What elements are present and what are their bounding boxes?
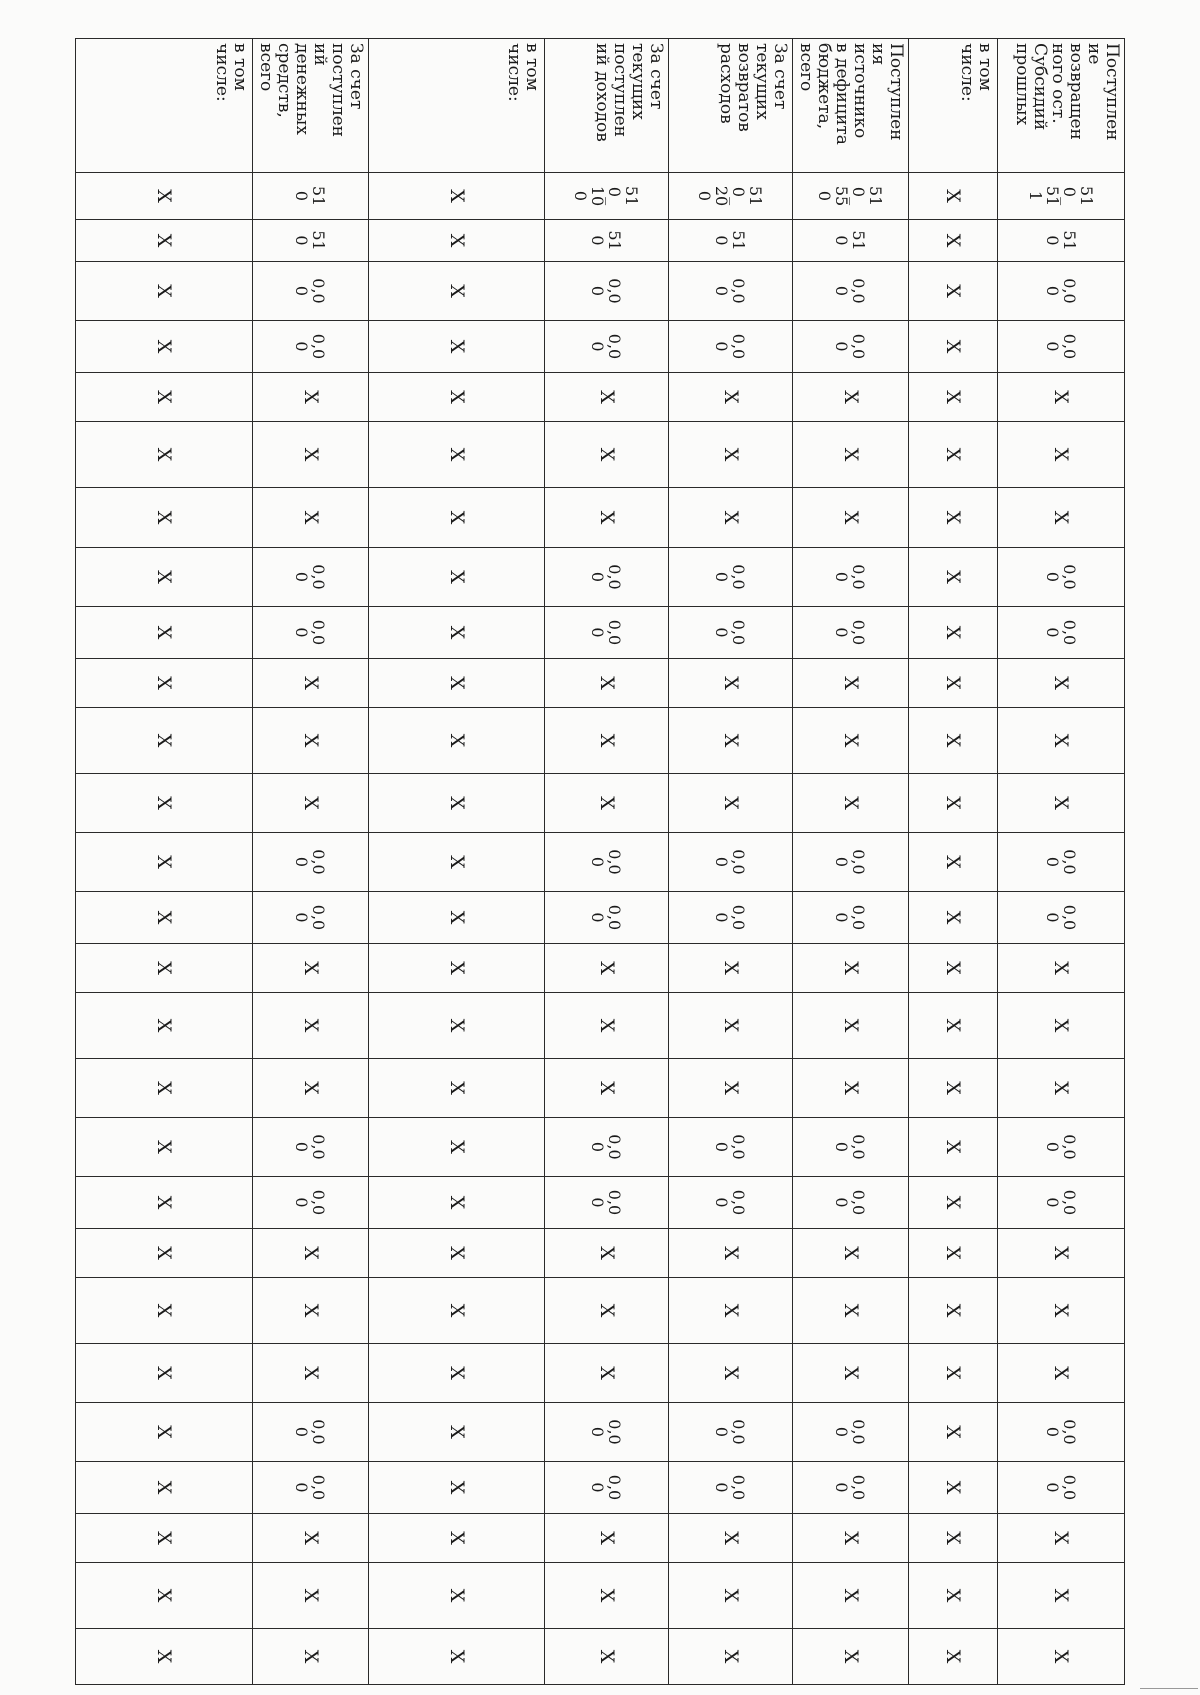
code-cell: 51 0_ 55 0 <box>792 172 908 219</box>
cross-cell: X <box>76 943 253 992</box>
value-cell: 0,0 0 <box>668 606 792 658</box>
value-cell: 0,0 0 <box>668 1176 792 1228</box>
cross-cell: X <box>997 1058 1124 1117</box>
cross-cell: X <box>252 421 368 487</box>
cross-cell: X <box>368 606 544 658</box>
cross-cell: X <box>368 219 544 261</box>
cross-cell: X <box>368 1461 544 1513</box>
value-cell: 0,0 0 <box>792 891 908 943</box>
cross-cell: X <box>368 1343 544 1402</box>
value-cell: 0,0 0 <box>997 891 1124 943</box>
cross-cell: X <box>997 1513 1124 1562</box>
cross-cell: X <box>76 1461 253 1513</box>
cross-cell: X <box>252 1562 368 1628</box>
cross-cell: X <box>368 487 544 547</box>
value-cell: 0,0 0 <box>792 1176 908 1228</box>
row-label: в том числе: <box>76 38 253 172</box>
cross-cell: X <box>908 219 997 261</box>
value-cell: 0,0 0 <box>792 261 908 320</box>
cross-cell: X <box>668 658 792 707</box>
cross-cell: X <box>76 172 253 219</box>
cross-cell: X <box>668 773 792 832</box>
cross-cell: X <box>792 943 908 992</box>
cross-cell: X <box>908 261 997 320</box>
row-label: Поступлен ия источнико в дефицита бюджета, всего <box>792 38 908 172</box>
value-cell: 0,0 0 <box>252 891 368 943</box>
cross-cell: X <box>908 707 997 773</box>
cross-cell: X <box>252 1228 368 1277</box>
cross-cell: X <box>668 1058 792 1117</box>
cross-cell: X <box>252 1343 368 1402</box>
cross-cell: X <box>368 261 544 320</box>
cross-cell: X <box>908 372 997 421</box>
cross-cell: X <box>792 658 908 707</box>
value-cell: 0,0 0 <box>668 832 792 891</box>
cross-cell: X <box>997 1628 1124 1684</box>
cross-cell: X <box>76 1058 253 1117</box>
code-cell: 51 0_ 51 1 <box>997 172 1124 219</box>
cross-cell: X <box>368 547 544 606</box>
cross-cell: X <box>544 992 668 1058</box>
cross-cell: X <box>792 1277 908 1343</box>
cross-cell: X <box>908 1461 997 1513</box>
cross-cell: X <box>908 172 997 219</box>
cross-cell: X <box>792 487 908 547</box>
value-cell: 0,0 0 <box>792 606 908 658</box>
cross-cell: X <box>368 1277 544 1343</box>
row-label: За счет текущих возвратов расходов <box>668 38 792 172</box>
cross-cell: X <box>997 421 1124 487</box>
value-cell: 0,0 0 <box>252 606 368 658</box>
value-cell: 0,0 0 <box>792 1117 908 1176</box>
cross-cell: X <box>908 421 997 487</box>
cross-cell: X <box>908 1343 997 1402</box>
value-cell: 0,0 0 <box>792 547 908 606</box>
cross-cell: X <box>908 1176 997 1228</box>
cross-cell: X <box>76 320 253 372</box>
cross-cell: X <box>544 372 668 421</box>
value-cell: 0,0 0 <box>668 320 792 372</box>
cross-cell: X <box>908 1058 997 1117</box>
value-cell: 0,0 0 <box>544 891 668 943</box>
value-cell: 0,0 0 <box>792 1402 908 1461</box>
cross-cell: X <box>544 1058 668 1117</box>
table-row <box>76 38 253 1684</box>
cross-cell: X <box>544 1513 668 1562</box>
value-cell: 0,0 0 <box>252 547 368 606</box>
value-cell: 0,0 0 <box>668 891 792 943</box>
cross-cell: X <box>668 1513 792 1562</box>
cross-cell: X <box>908 1513 997 1562</box>
cross-cell: X <box>997 1343 1124 1402</box>
cross-cell: X <box>544 943 668 992</box>
cross-cell: X <box>76 891 253 943</box>
value-cell: 0,0 0 <box>252 1461 368 1513</box>
cross-cell: X <box>997 773 1124 832</box>
cross-cell: X <box>544 773 668 832</box>
value-cell: 0,0 0 <box>544 547 668 606</box>
cross-cell: X <box>76 261 253 320</box>
value-cell: 0,0 0 <box>252 261 368 320</box>
cross-cell: X <box>368 1058 544 1117</box>
cross-cell: X <box>76 1513 253 1562</box>
value-cell: 0,0 0 <box>668 1117 792 1176</box>
value-cell: 0,0 0 <box>668 261 792 320</box>
cross-cell: X <box>368 1402 544 1461</box>
cross-cell: X <box>792 1343 908 1402</box>
row-label: в том числе: <box>368 38 544 172</box>
cross-cell: X <box>997 1228 1124 1277</box>
cross-cell: X <box>76 372 253 421</box>
cross-cell: X <box>908 773 997 832</box>
cross-cell: X <box>368 1228 544 1277</box>
cross-cell: X <box>368 1562 544 1628</box>
cross-cell: X <box>76 658 253 707</box>
cross-cell: X <box>792 1228 908 1277</box>
cross-cell: X <box>668 372 792 421</box>
value-cell: 0,0 0 <box>997 1461 1124 1513</box>
cross-cell: X <box>668 1628 792 1684</box>
cross-cell: X <box>908 547 997 606</box>
value-cell: 0,0 0 <box>252 832 368 891</box>
value-cell: 0,0 0 <box>668 547 792 606</box>
value-cell: 0,0 0 <box>544 1402 668 1461</box>
cross-cell: X <box>252 1277 368 1343</box>
cross-cell: X <box>997 1562 1124 1628</box>
cross-cell: X <box>908 1277 997 1343</box>
cross-cell: X <box>76 421 253 487</box>
cross-cell: X <box>544 1562 668 1628</box>
cross-cell: X <box>908 320 997 372</box>
table-row <box>908 38 997 1684</box>
cross-cell: X <box>76 1402 253 1461</box>
cross-cell: X <box>908 992 997 1058</box>
value-cell: 51 0 <box>252 172 368 219</box>
value-cell: 51 0 <box>668 219 792 261</box>
cross-cell: X <box>792 372 908 421</box>
cross-cell: X <box>792 1058 908 1117</box>
cross-cell: X <box>252 1058 368 1117</box>
value-cell: 0,0 0 <box>668 1402 792 1461</box>
value-cell: 0,0 0 <box>997 547 1124 606</box>
cross-cell: X <box>252 658 368 707</box>
cross-cell: X <box>668 1562 792 1628</box>
cross-cell: X <box>544 1228 668 1277</box>
value-cell: 0,0 0 <box>544 261 668 320</box>
table-row <box>997 38 1124 1684</box>
cross-cell: X <box>668 707 792 773</box>
cross-cell: X <box>792 1513 908 1562</box>
cross-cell: X <box>368 891 544 943</box>
cross-cell: X <box>76 1562 253 1628</box>
value-cell: 0,0 0 <box>252 1176 368 1228</box>
value-cell: 0,0 0 <box>792 832 908 891</box>
cross-cell: X <box>76 1628 253 1684</box>
value-cell: 0,0 0 <box>997 1402 1124 1461</box>
table-row <box>368 38 544 1684</box>
cross-cell: X <box>252 1628 368 1684</box>
value-cell: 0,0 0 <box>544 320 668 372</box>
cross-cell: X <box>997 992 1124 1058</box>
value-cell: 0,0 0 <box>997 832 1124 891</box>
cross-cell: X <box>544 1277 668 1343</box>
cross-cell: X <box>544 1343 668 1402</box>
cross-cell: X <box>668 992 792 1058</box>
cross-cell: X <box>76 1277 253 1343</box>
cross-cell: X <box>997 658 1124 707</box>
cross-cell: X <box>252 707 368 773</box>
cross-cell: X <box>252 992 368 1058</box>
cross-cell: X <box>544 707 668 773</box>
cross-cell: X <box>368 1176 544 1228</box>
cross-cell: X <box>792 1628 908 1684</box>
cross-cell: X <box>76 992 253 1058</box>
cross-cell: X <box>252 943 368 992</box>
value-cell: 0,0 0 <box>997 261 1124 320</box>
cross-cell: X <box>997 1277 1124 1343</box>
cross-cell: X <box>76 773 253 832</box>
cross-cell: X <box>908 1228 997 1277</box>
value-cell: 0,0 0 <box>997 1176 1124 1228</box>
value-cell: 0,0 0 <box>792 1461 908 1513</box>
cross-cell: X <box>668 943 792 992</box>
cross-cell: X <box>76 219 253 261</box>
value-cell: 51 0 <box>544 219 668 261</box>
cross-cell: X <box>792 992 908 1058</box>
value-cell: 0,0 0 <box>544 1117 668 1176</box>
cross-cell: X <box>792 1562 908 1628</box>
cross-cell: X <box>368 1117 544 1176</box>
cross-cell: X <box>668 421 792 487</box>
cross-cell: X <box>544 658 668 707</box>
cross-cell: X <box>76 832 253 891</box>
cross-cell: X <box>368 1513 544 1562</box>
value-cell: 51 0 <box>252 219 368 261</box>
cross-cell: X <box>76 606 253 658</box>
cross-cell: X <box>76 1117 253 1176</box>
row-label: в том числе: <box>908 38 997 172</box>
value-cell: 0,0 0 <box>252 1402 368 1461</box>
cross-cell: X <box>668 1343 792 1402</box>
cross-cell: X <box>76 707 253 773</box>
row-label: За счет поступлен ий денежных средств, всего <box>252 38 368 172</box>
cross-cell: X <box>997 487 1124 547</box>
cross-cell: X <box>908 658 997 707</box>
value-cell: 0,0 0 <box>668 1461 792 1513</box>
cross-cell: X <box>368 421 544 487</box>
cross-cell: X <box>908 606 997 658</box>
cross-cell: X <box>368 773 544 832</box>
cross-cell: X <box>997 372 1124 421</box>
cross-cell: X <box>368 1628 544 1684</box>
cross-cell: X <box>792 707 908 773</box>
cross-cell: X <box>544 421 668 487</box>
cross-cell: X <box>668 487 792 547</box>
cross-cell: X <box>252 1513 368 1562</box>
cross-cell: X <box>368 707 544 773</box>
cross-cell: X <box>252 773 368 832</box>
cross-cell: X <box>368 658 544 707</box>
cross-cell: X <box>997 943 1124 992</box>
row-label: Поступлен ие возвращен ного ост. Субсидий прошлых <box>997 38 1124 172</box>
cross-cell: X <box>76 1343 253 1402</box>
cross-cell: X <box>76 487 253 547</box>
value-cell: 51 0 <box>997 219 1124 261</box>
cross-cell: X <box>252 487 368 547</box>
cross-cell: X <box>368 832 544 891</box>
cross-cell: X <box>76 547 253 606</box>
table-row <box>544 38 668 1684</box>
cross-cell: X <box>368 992 544 1058</box>
cross-cell: X <box>252 372 368 421</box>
cross-cell: X <box>908 1628 997 1684</box>
financial-table <box>75 38 1125 1685</box>
value-cell: 0,0 0 <box>544 1176 668 1228</box>
cross-cell: X <box>368 172 544 219</box>
table-row <box>668 38 792 1684</box>
cross-cell: X <box>908 1402 997 1461</box>
cross-cell: X <box>908 891 997 943</box>
cross-cell: X <box>544 1628 668 1684</box>
cross-cell: X <box>668 1228 792 1277</box>
value-cell: 0,0 0 <box>252 1117 368 1176</box>
cross-cell: X <box>792 421 908 487</box>
table-body <box>76 38 1125 1684</box>
value-cell: 0,0 0 <box>997 606 1124 658</box>
code-cell: 51 0_ 20 0 <box>668 172 792 219</box>
cross-cell: X <box>908 943 997 992</box>
cross-cell: X <box>368 943 544 992</box>
cross-cell: X <box>908 1562 997 1628</box>
cross-cell: X <box>908 487 997 547</box>
cross-cell: X <box>792 773 908 832</box>
cross-cell: X <box>908 1117 997 1176</box>
page-edge-line <box>1140 1688 1198 1689</box>
cross-cell: X <box>368 372 544 421</box>
cross-cell: X <box>76 1176 253 1228</box>
code-cell: 51 0_ 10 0 <box>544 172 668 219</box>
value-cell: 0,0 0 <box>997 320 1124 372</box>
cross-cell: X <box>668 1277 792 1343</box>
value-cell: 51 0 <box>792 219 908 261</box>
cross-cell: X <box>997 707 1124 773</box>
value-cell: 0,0 0 <box>792 320 908 372</box>
cross-cell: X <box>544 487 668 547</box>
rotated-table-wrapper <box>75 38 1125 1663</box>
value-cell: 0,0 0 <box>544 1461 668 1513</box>
cross-cell: X <box>908 832 997 891</box>
cross-cell: X <box>368 320 544 372</box>
table-row <box>252 38 368 1684</box>
value-cell: 0,0 0 <box>544 832 668 891</box>
value-cell: 0,0 0 <box>252 320 368 372</box>
cross-cell: X <box>76 1228 253 1277</box>
value-cell: 0,0 0 <box>544 606 668 658</box>
table-row <box>792 38 908 1684</box>
value-cell: 0,0 0 <box>997 1117 1124 1176</box>
row-label: За счет текущих поступлен ий доходов <box>544 38 668 172</box>
